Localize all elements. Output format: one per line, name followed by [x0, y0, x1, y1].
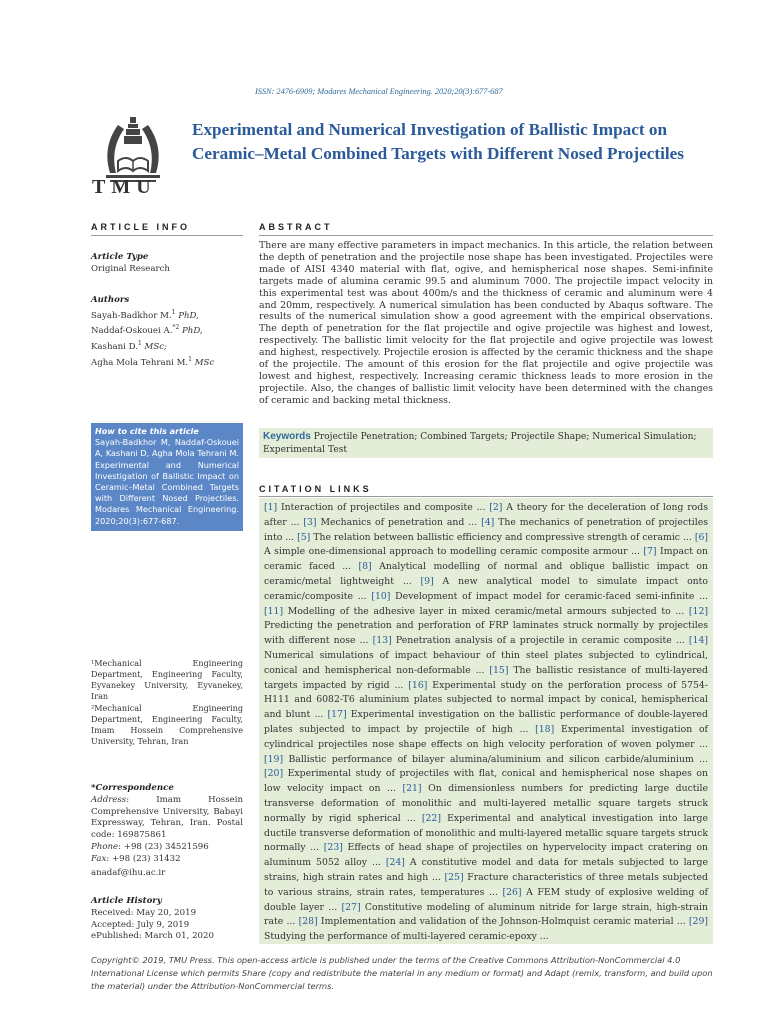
divider	[91, 235, 243, 236]
citation-text: Predicting the penetration and perforation of FRP laminates struck normally by projectiles with different nose ...	[264, 620, 708, 647]
citation-link[interactable]: [1]	[264, 502, 278, 513]
article-title: Experimental and Numerical Investigation of Ballistic Impact on Ceramic–Metal Combined Targets with Different Nosed Projectiles	[192, 120, 684, 163]
citation-link[interactable]: [24]	[385, 857, 405, 869]
citation-link[interactable]: [10]	[371, 590, 391, 602]
citation-text: Ballistic performance of bilayer alumina/aluminium and silicon carbide/aluminium ...	[283, 753, 708, 765]
citation-link[interactable]: [13]	[372, 635, 392, 647]
citation-text: The ballistic resistance of multi-layered targets impacted by rigid ...	[264, 664, 708, 691]
citation-link[interactable]: [4]	[481, 516, 495, 528]
citation-link[interactable]: [5]	[297, 531, 311, 543]
received-date: Received: May 20, 2019	[91, 907, 197, 918]
citation-link[interactable]: [27]	[341, 901, 361, 913]
copyright-notice: Copyright© 2019, TMU Press. This open-access article is published under the terms of the Creative Commons Attribution-NonCommercial 4.0 International License which permits Share (copy and redistribute the material in any medium or format) and Adapt (remix, transform, and build upon the material) under the Attribution-NonCommercial terms.	[91, 955, 713, 991]
citation-link[interactable]: [15]	[489, 664, 509, 676]
citation-link[interactable]: [9]	[420, 575, 434, 587]
article-history-label: Article History	[91, 896, 162, 906]
citation-link[interactable]: [12]	[688, 605, 708, 617]
how-to-cite-box	[91, 423, 243, 531]
citation-text: Effects of head shape of projectiles on hypervelocity impact cratering on aluminum 5052 alloy ...	[264, 842, 708, 869]
affiliations	[91, 658, 243, 748]
citation-link[interactable]: [11]	[264, 605, 284, 617]
article-type-label: Article Type	[91, 252, 149, 262]
logo-text: TMU	[92, 176, 157, 198]
citation-text: The relation between ballistic efficiency and compressive strength of ceramic ...	[310, 531, 695, 543]
address: : Imam Hossein Comprehensive University, Babayi Expressway, Tehran, Iran. Postal code: 169875861	[91, 794, 243, 841]
keywords-panel	[259, 428, 713, 458]
citation-link[interactable]: [22]	[421, 812, 441, 824]
abstract-text: There are many effective parameters in impact mechanics. In this article, the relation between the depth of penetration and the projectile nose shape has been investigated. Projectiles were made of AISI 4340 material with flat, ogive, and hemispherical nose shapes. Semi-infinite targets made of alumina ceramic 99.5 and aluminum 7000. The projectile impact velocity in this experimental test was about 400m/s and the thickness of ceramic and aluminum were 4 and 20mm, respectively. A numerical simulation has been conducted by Abaqus software. The results of the numerical simulation show a good agreement with the empirical observations. The depth of penetration for the flat projectile and ogive projectile was highest and lowest, respectively. The ballistic limit velocity for the flat projectile and ogive projectile was lowest and highest, respectively. Projectile erosion is affected by the ceramic thickness and the shape of the projectile. The amount of this erosion for the flat projectile and ogive projectile was lowest and highest, respectively. Increasing ceramic thickness leads to more erosion in the projectile. Also, the changes of ballistic limit velocity have been determined with the changes of ceramic and backing metal thickness.	[259, 240, 713, 406]
citation-link[interactable]: [21]	[402, 783, 422, 795]
citation-text: Impact on ceramic faced ...	[264, 546, 708, 573]
author-line: Agha Mola Tehrani M.$^1$ MSc	[91, 355, 215, 368]
citation-text: Experimental investigation of cylindrical projectiles nose shape effects on high velocity perforation of woven polymer ...	[264, 723, 708, 750]
article-type-value: Original Research	[91, 263, 170, 274]
citation-text: A new analytical model to simulate impact onto ceramic/composite ...	[264, 575, 708, 602]
citation-text: Studying the performance of multi-layered ceramic-epoxy ...	[264, 931, 549, 943]
citation-link[interactable]: [19]	[264, 753, 284, 765]
citation-text: A FEM study of explosive welding of double layer ...	[264, 886, 708, 913]
email[interactable]: anadaf@ihu.ac.ir	[91, 867, 166, 878]
citation-link[interactable]: [26]	[502, 886, 522, 898]
citation-text: Interaction of projectiles and composite ...	[277, 502, 490, 513]
author-line: Sayah-Badkhor M.$^1$ PhD,	[91, 308, 199, 321]
citation-link[interactable]: [25]	[444, 871, 464, 883]
article-type-block	[91, 252, 243, 276]
divider	[259, 235, 713, 236]
citation-text: A theory for the deceleration of long rods after ...	[264, 502, 709, 528]
citation-link[interactable]: [18]	[535, 723, 555, 735]
keywords-list: Projectile Penetration; Combined Targets; Projectile Shape; Numerical Simulation; Experimental Test	[263, 432, 697, 455]
citation-text: Experimental study on the perforation process of 5754-H111 and 6082-T6 aluminium plates subjected to normal impact by conical, hemispherical and blunt ...	[264, 679, 708, 721]
affiliation-1: ¹Mechanical Engineering Department, Engineering Faculty, Eyvanekey University, Eyvanekey, Iran	[91, 658, 243, 701]
article-history-block	[91, 896, 243, 943]
citation-link[interactable]: [28]	[298, 916, 318, 928]
citation-text: Experimental study of projectiles with flat, conical and hemispherical nose shapes on low velocity impact on ...	[264, 768, 708, 795]
phone: : +98 (23) 34521596	[118, 841, 209, 852]
citation-text: Implementation and validation of the Johnson-Holmquist ceramic material ...	[317, 916, 689, 928]
citation-link[interactable]: [20]	[264, 768, 284, 780]
citation-text: A constitutive model and data for metals subjected to large strains, high strain rates and high ...	[264, 857, 708, 883]
authors-label: Authors	[91, 295, 130, 305]
citation-text: Analytical modelling of normal and oblique ballistic impact on ceramic/metal lightweight ...	[264, 561, 708, 587]
citation-link[interactable]: [7]	[643, 546, 657, 558]
issn-line: ISSN: 2476-6909; Modares Mechanical Engineering. 2020;20(3):677-687	[255, 87, 503, 96]
citation-text: Numerical simulations of impact behaviour of thin steel plates subjected to cylindrical, conical and hemispherical non-deformable ...	[264, 649, 708, 676]
correspondence-label: *Correspondence	[91, 783, 174, 793]
citation-link[interactable]: [2]	[489, 502, 503, 513]
citation-link[interactable]: [17]	[327, 709, 347, 721]
abstract-heading: ABSTRACT	[259, 222, 333, 232]
citation-text: Development of impact model for ceramic-faced semi-infinite ...	[390, 590, 708, 602]
author-line: Naddaf-Oskouei A.$^{*2}$ PhD,	[91, 324, 203, 337]
citation-text: Fracture characteristics of three metals subjected to various strains, strain rates, temperatures ...	[264, 871, 708, 898]
author-line: Kashani D.$^1$ MSc;	[91, 340, 167, 352]
citation-text: The mechanics of penetration of projectiles into ...	[264, 516, 708, 543]
citation-text: Experimental investigation on the ballistic performance of double-layered plates subjected to impact by projectile of high ...	[264, 709, 708, 735]
citation-link[interactable]: [16]	[408, 679, 428, 691]
citation-links-heading: CITATION LINKS	[259, 484, 372, 494]
fax: : +98 (23) 31432	[106, 853, 181, 864]
citation-text: Penetration analysis of a projectile in ceramic composite ...	[391, 635, 689, 647]
how-to-cite-label: How to cite this article	[95, 426, 199, 436]
accepted-date: Accepted: July 9, 2019	[91, 919, 190, 930]
article-info-heading: ARTICLE INFO	[91, 222, 190, 232]
authors-block	[91, 295, 251, 369]
citation-text: Experimental and analytical investigation into large ductile transverse deformation of monolithic and multi-layered metallic square targets struck normally ...	[264, 812, 709, 854]
citation-text: A simple one-dimensional approach to modelling ceramic composite armour ...	[264, 546, 644, 558]
citation-text: Mechanics of penetration and ...	[316, 516, 482, 528]
citation-text: Modelling of the adhesive layer in mixed ceramic/metal armours subjected to ...	[283, 605, 689, 617]
citation-link[interactable]: [29]	[688, 916, 708, 928]
citation-text: On dimensionless numbers for predicting large ductile transverse deformation of monolithic and multi-layered metallic square targets struck normally by rigid spherical ...	[264, 783, 708, 824]
citation-text: Constitutive modeling of aluminum nitride for large strain, high-strain rate ...	[264, 901, 708, 928]
citation-link[interactable]: [23]	[323, 842, 343, 854]
citation-link[interactable]: [3]	[303, 516, 317, 528]
affiliation-2: ²Mechanical Engineering Department, Engineering Faculty, Imam Hossein Comprehensive University, Tehran, Iran	[91, 703, 243, 746]
keywords-label: Keywords	[263, 431, 311, 442]
divider	[259, 496, 713, 497]
citation-links-panel	[259, 498, 713, 944]
correspondence-block: *Correspondence Address: Imam Hossein Comprehensive University, Babayi Expressway, Tehran, Iran. Postal code: 169875861 Phone: +98 (23) 34521596 Fax: +98 (23) 31432 anadaf@ihu.ac.ir	[91, 783, 243, 878]
citation-link[interactable]: [8]	[358, 561, 372, 573]
how-to-cite-text: Sayah-Badkhor M, Naddaf-Oskouei A, Kashani D, Agha Mola Tehrani M. Experimental and Numerical Investigation of Ballistic Impact on Ceramic–Metal Combined Targets with Different Nosed Projectiles. Modares Mechanical Engineering. 2020;20(3):677-687.	[95, 437, 239, 526]
published-date: ePublished: March 01, 2020	[91, 931, 214, 942]
citation-link[interactable]: [6]	[694, 531, 708, 543]
citation-link[interactable]: [14]	[688, 635, 708, 647]
